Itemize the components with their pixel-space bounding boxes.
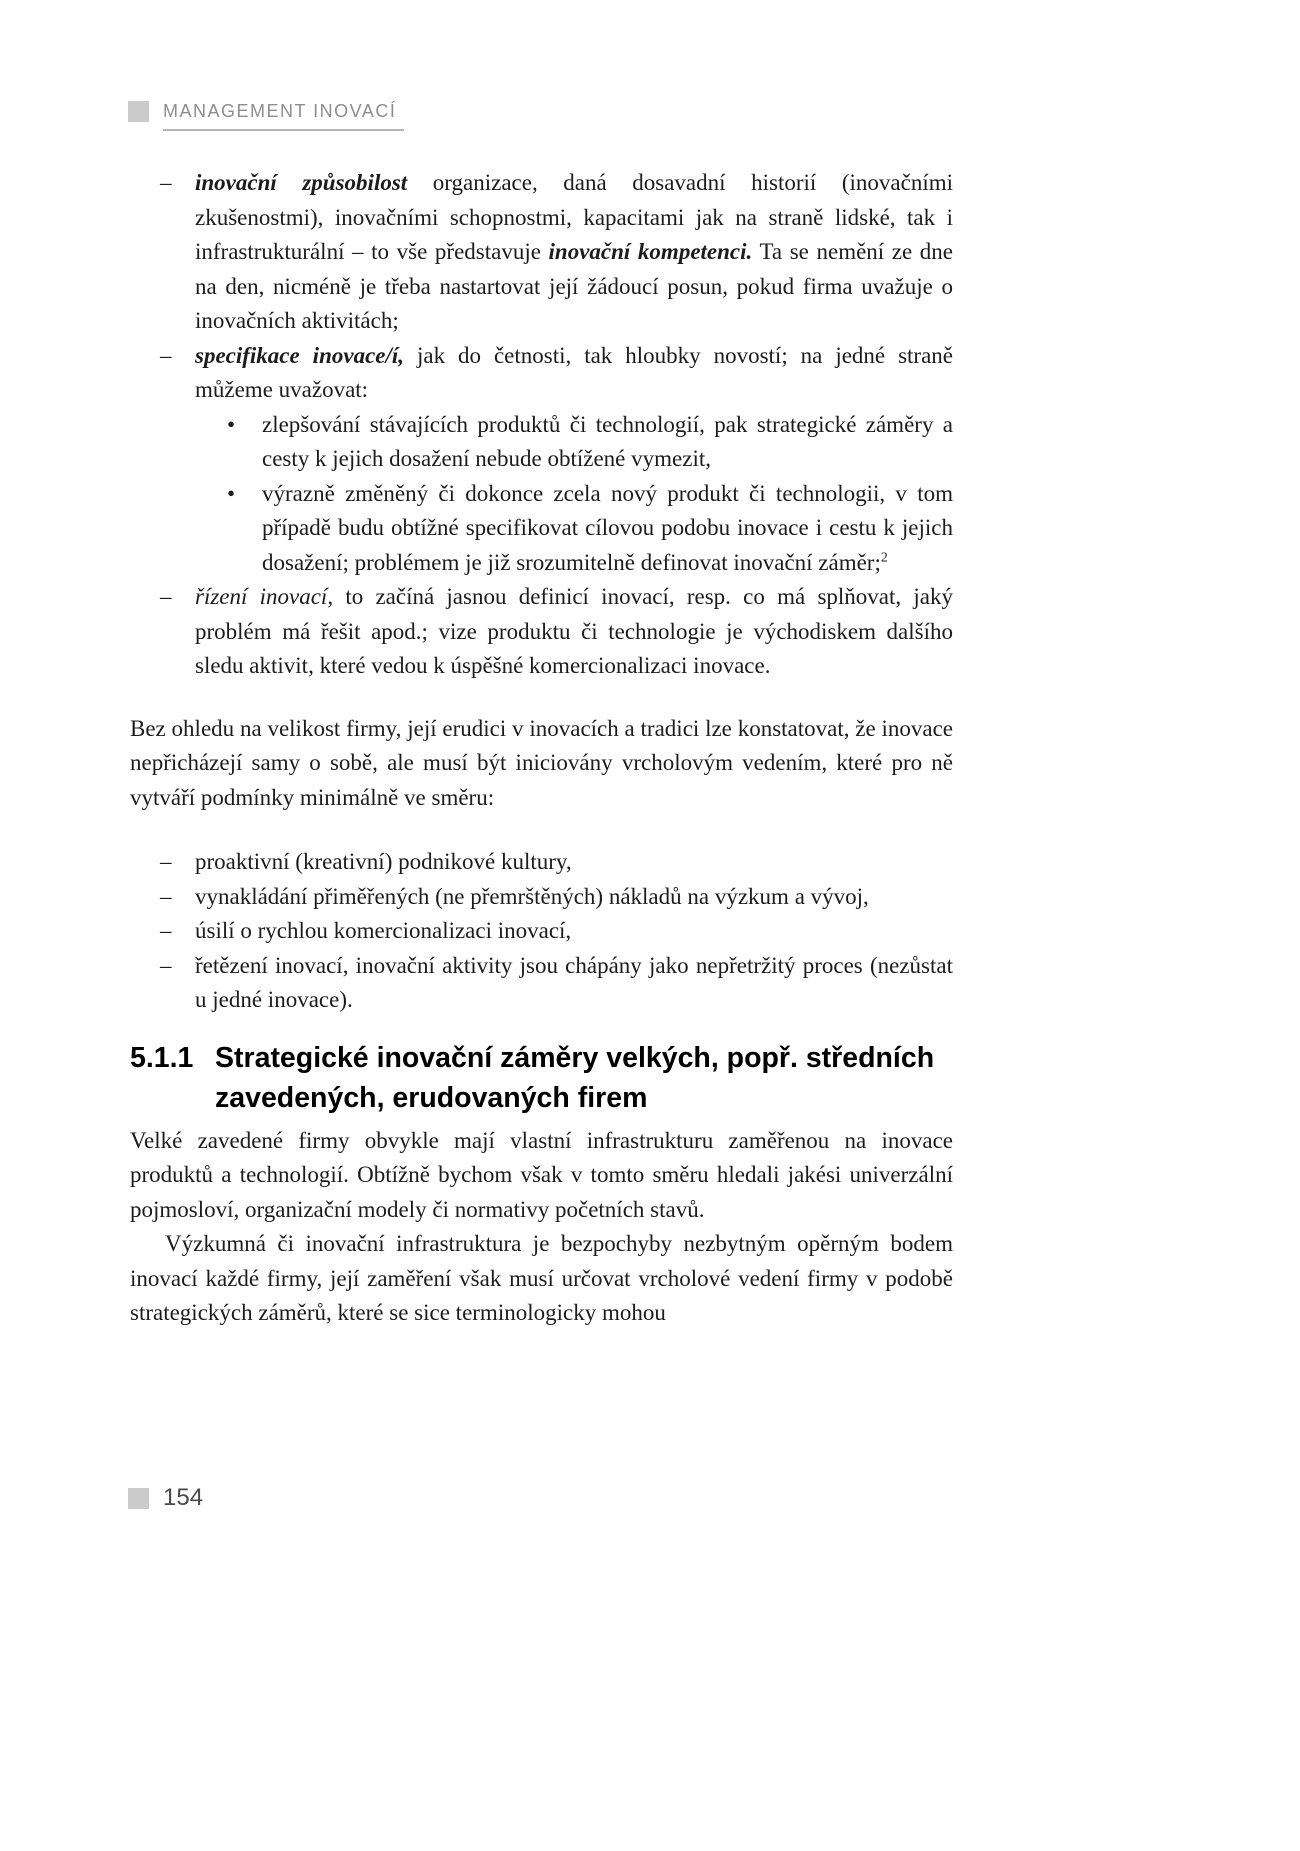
list-item-commercialization — [130, 914, 953, 949]
emphasis-phrase: inovační kompetenci. — [548, 239, 753, 264]
page-number: 154 — [163, 1484, 204, 1511]
dash-marker: – — [160, 883, 172, 909]
list-item-proactive-culture — [130, 845, 953, 880]
body-text: úsilí o rychlou komercionalizaci inovací, — [195, 918, 572, 943]
dash-marker: – — [160, 952, 172, 978]
section-heading — [130, 1038, 953, 1118]
list-item-innovation-capability — [130, 166, 953, 339]
list-item-innovation-specification — [130, 339, 953, 408]
dash-marker: – — [160, 849, 172, 874]
section-title: Strategické inovační záměry velkých, popř. středních zavedených, erudovaných firem — [215, 1041, 935, 1114]
body-text: řetězení inovací, inovační aktivity jsou chápány jako nepřetržitý proces (nezůstat u jedné inovace). — [195, 952, 953, 1012]
body-text: výrazně změněný či dokonce zcela nový produkt či technologii, v tom případě budu obtížné specifikovat cílovou podobu inovace i cestu k jejich dosažení; problémem je již srozumitelně definovat inovační záměr; — [262, 480, 953, 575]
body-text: Ta se nemění ze dne na den, nicméně je třeba nastartovat její žádoucí posun, pokud firma uvažuje o inovačních aktivitách; — [195, 239, 954, 333]
running-head: MANAGEMENT INOVACÍ — [163, 101, 404, 131]
page-header — [128, 101, 404, 131]
sub-list-item-improvement — [130, 408, 953, 477]
dash-marker: – — [160, 170, 172, 195]
body-text: zlepšování stávajících produktů či technologií, pak strategické záměry a cesty k jejich dosažení nebude obtížené vymezit, — [262, 411, 953, 471]
lead-phrase: řízení inovací, — [195, 584, 334, 609]
page-footer — [128, 1484, 203, 1512]
footer-square-icon — [128, 1488, 149, 1509]
body-text: to začíná jasnou definicí inovací, resp. co má splňovat, jaký problém má řešit apod.; vize produktu či technologie je východiskem dalšího sledu aktivit, které vedou k úspěšné komercionalizaci inovace. — [195, 584, 953, 678]
conditions-list — [130, 845, 953, 1018]
lead-phrase: inovační způsobilost — [195, 170, 408, 195]
paragraph: Výzkumná či inovační infrastruktura je bezpochyby nezbytným opěrným bodem inovací každé firmy, její zaměření však musí určovat vrcholové vedení firmy v podobě strategických záměrů, které se sice terminologicky mohou — [130, 1231, 953, 1325]
bullet-marker: • — [227, 411, 236, 437]
paragraph: Velké zavedené firmy obvykle mají vlastní infrastrukturu zaměřenou na inovace produktů a technologií. Obtížně bychom však v tomto směru hledali jakési univerzální pojmosloví, organizační modely či normativy početních stavů. — [130, 1127, 953, 1222]
dash-marker: – — [160, 918, 172, 943]
body-text: jak do četnosti, tak hloubky novostí; na jedné straně můžeme uvažovat: — [195, 342, 953, 402]
sub-list-item-new-product — [130, 477, 953, 581]
dash-marker: – — [160, 584, 172, 609]
body-text: vynakládání přiměřených (ne přemrštěných) nákladů na výzkum a vývoj, — [195, 883, 869, 909]
bullet-marker: • — [227, 480, 236, 506]
list-item-innovation-management — [130, 580, 953, 684]
body-text: organizace, daná dosavadní historií (inovačními zkušenostmi), inovačními schopnostmi, kapacitami jak na straně lidské, tak i infrastrukturální – to vše představuje — [195, 170, 953, 264]
dash-marker: – — [160, 342, 172, 368]
page-content — [130, 166, 953, 1331]
lead-phrase: specifikace inovace/í, — [195, 342, 405, 368]
header-square-icon — [128, 101, 149, 122]
body-text: proaktivní (kreativní) podnikové kultury, — [195, 849, 572, 874]
section-number: 5.1.1 — [130, 1041, 194, 1074]
list-item-spending — [130, 880, 953, 915]
list-item-chaining — [130, 949, 953, 1018]
footnote-marker: 2 — [880, 548, 888, 564]
paragraph: Bez ohledu na velikost firmy, její erudici v inovacích a tradici lze konstatovat, že inovace nepřicházejí samy o sobě, ale musí být iniciovány vrcholovým vedením, které pro ně vytváří podmínky minimálně ve směru: — [130, 715, 953, 810]
